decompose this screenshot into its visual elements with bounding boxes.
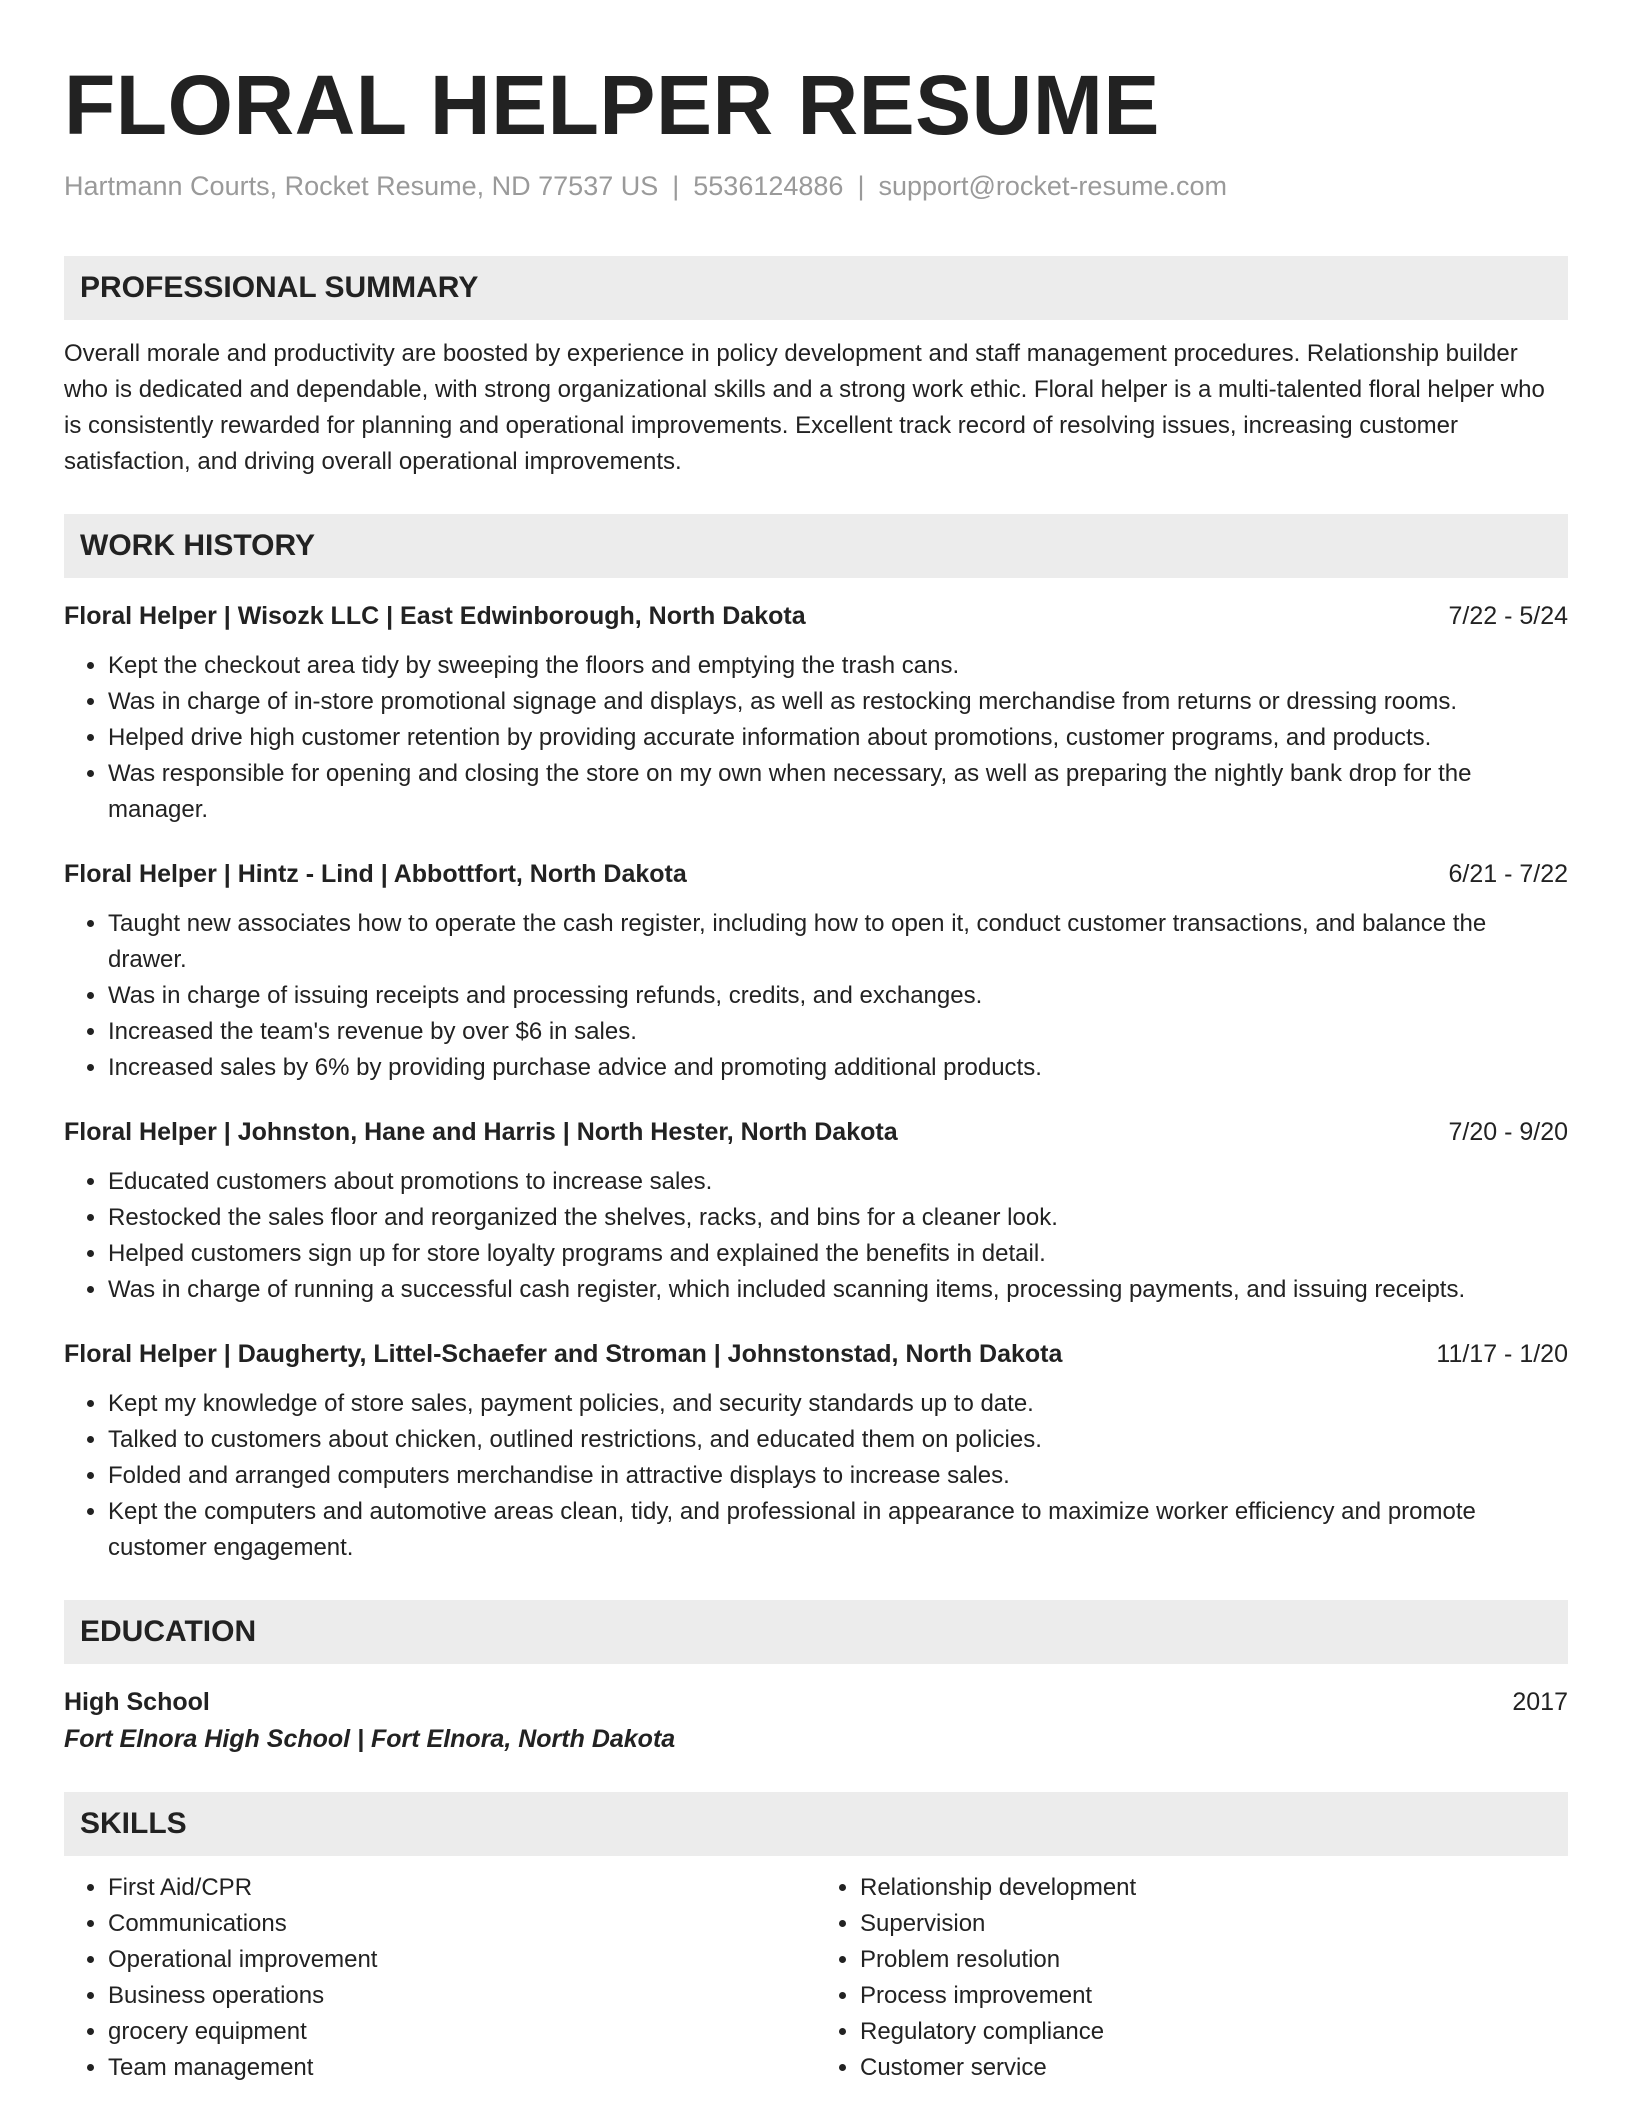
contact-phone: 5536124886	[693, 171, 844, 201]
skill-item: • Business operations	[108, 1978, 816, 2014]
contact-separator: |	[672, 171, 680, 201]
job-bullet: • Folded and arranged computers merchandise in attractive displays to increase sales.	[108, 1458, 1568, 1494]
job-bullets	[64, 906, 1568, 1086]
job-title: Floral Helper | Johnston, Hane and Harris | North Hester, North Dakota	[64, 1118, 898, 1146]
section-header-education: EDUCATION	[64, 1600, 1568, 1664]
job-dates: 6/21 - 7/22	[1448, 860, 1568, 888]
job-bullet: • Helped drive high customer retention by providing accurate information about promotions, customer programs, and products.	[108, 720, 1568, 756]
job-dates: 7/20 - 9/20	[1448, 1118, 1568, 1146]
skills-list	[64, 1870, 1568, 2086]
skills-column-right	[816, 1870, 1568, 2086]
job-bullet: • Restocked the sales floor and reorganized the shelves, racks, and bins for a cleaner look.	[108, 1200, 1568, 1236]
job-header	[64, 598, 1568, 634]
job-entry	[64, 856, 1568, 1086]
job-bullet: • Was in charge of in-store promotional signage and displays, as well as restocking merchandise from returns or dressing rooms.	[108, 684, 1568, 720]
page-title: FLORAL HELPER RESUME	[64, 58, 1160, 152]
section-header-skills: SKILLS	[64, 1792, 1568, 1856]
job-header	[64, 1336, 1568, 1372]
job-header	[64, 1114, 1568, 1150]
skill-item: • Communications	[108, 1906, 816, 1942]
skill-item: • Problem resolution	[860, 1942, 1568, 1978]
skill-item: • Relationship development	[860, 1870, 1568, 1906]
education-year: 2017	[1512, 1688, 1568, 1716]
skill-item: • Process improvement	[860, 1978, 1568, 2014]
skills-column-left	[64, 1870, 816, 2086]
skill-item: • grocery equipment	[108, 2014, 816, 2050]
job-bullets	[64, 648, 1568, 828]
job-bullet: • Kept the checkout area tidy by sweeping the floors and emptying the trash cans.	[108, 648, 1568, 684]
job-entry	[64, 1336, 1568, 1566]
job-bullet: • Was in charge of issuing receipts and processing refunds, credits, and exchanges.	[108, 978, 1568, 1014]
education-header	[64, 1684, 1568, 1720]
job-bullet: • Was responsible for opening and closing the store on my own when necessary, as well as preparing the nightly bank drop for the manager.	[108, 756, 1568, 828]
job-bullets	[64, 1386, 1568, 1566]
job-bullets	[64, 1164, 1568, 1308]
job-bullet: • Kept the computers and automotive areas clean, tidy, and professional in appearance to maximize worker efficiency and promote customer engagement.	[108, 1494, 1568, 1566]
skill-item: • Customer service	[860, 2050, 1568, 2086]
job-bullet: • Helped customers sign up for store loyalty programs and explained the benefits in detail.	[108, 1236, 1568, 1272]
contact-email: support@rocket-resume.com	[878, 171, 1227, 201]
job-title: Floral Helper | Hintz - Lind | Abbottfort, North Dakota	[64, 860, 687, 888]
skill-item: • Supervision	[860, 1906, 1568, 1942]
job-entry	[64, 1114, 1568, 1308]
job-bullet: • Kept my knowledge of store sales, payment policies, and security standards up to date.	[108, 1386, 1568, 1422]
skill-item: • First Aid/CPR	[108, 1870, 816, 1906]
job-bullet: • Talked to customers about chicken, outlined restrictions, and educated them on policies.	[108, 1422, 1568, 1458]
summary-text: Overall morale and productivity are boosted by experience in policy development and staff management procedures. Relationship builder who is dedicated and dependable, with strong organizational skills and a strong work ethic. Floral helper is a multi-talented floral helper who is consistently rewarded for planning and operational improvements. Excellent track record of resolving issues, increasing customer satisfaction, and driving overall operational improvements.	[64, 340, 1545, 475]
job-bullet: • Was in charge of running a successful cash register, which included scanning items, processing payments, and issuing receipts.	[108, 1272, 1568, 1308]
contact-separator: |	[857, 171, 865, 201]
job-header	[64, 856, 1568, 892]
job-dates: 11/17 - 1/20	[1436, 1340, 1568, 1368]
contact-address: Hartmann Courts, Rocket Resume, ND 77537 US	[64, 171, 659, 201]
contact-line	[64, 168, 1568, 204]
skill-item: • Team management	[108, 2050, 816, 2086]
job-bullet: • Increased the team's revenue by over $6 in sales.	[108, 1014, 1568, 1050]
job-entry	[64, 598, 1568, 828]
education-degree: High School	[64, 1688, 210, 1716]
section-header-work-history: WORK HISTORY	[64, 514, 1568, 578]
job-title: Floral Helper | Daugherty, Littel-Schaefer and Stroman | Johnstonstad, North Dakota	[64, 1340, 1063, 1368]
job-title: Floral Helper | Wisozk LLC | East Edwinborough, North Dakota	[64, 602, 806, 630]
job-bullet: • Increased sales by 6% by providing purchase advice and promoting additional products.	[108, 1050, 1568, 1086]
job-bullet: • Educated customers about promotions to increase sales.	[108, 1164, 1568, 1200]
section-header-summary: PROFESSIONAL SUMMARY	[64, 256, 1568, 320]
skill-item: • Regulatory compliance	[860, 2014, 1568, 2050]
skill-item: • Operational improvement	[108, 1942, 816, 1978]
job-dates: 7/22 - 5/24	[1448, 602, 1568, 630]
education-school: Fort Elnora High School | Fort Elnora, North Dakota	[64, 1725, 676, 1753]
job-bullet: • Taught new associates how to operate the cash register, including how to open it, conduct customer transactions, and balance the drawer.	[108, 906, 1568, 978]
